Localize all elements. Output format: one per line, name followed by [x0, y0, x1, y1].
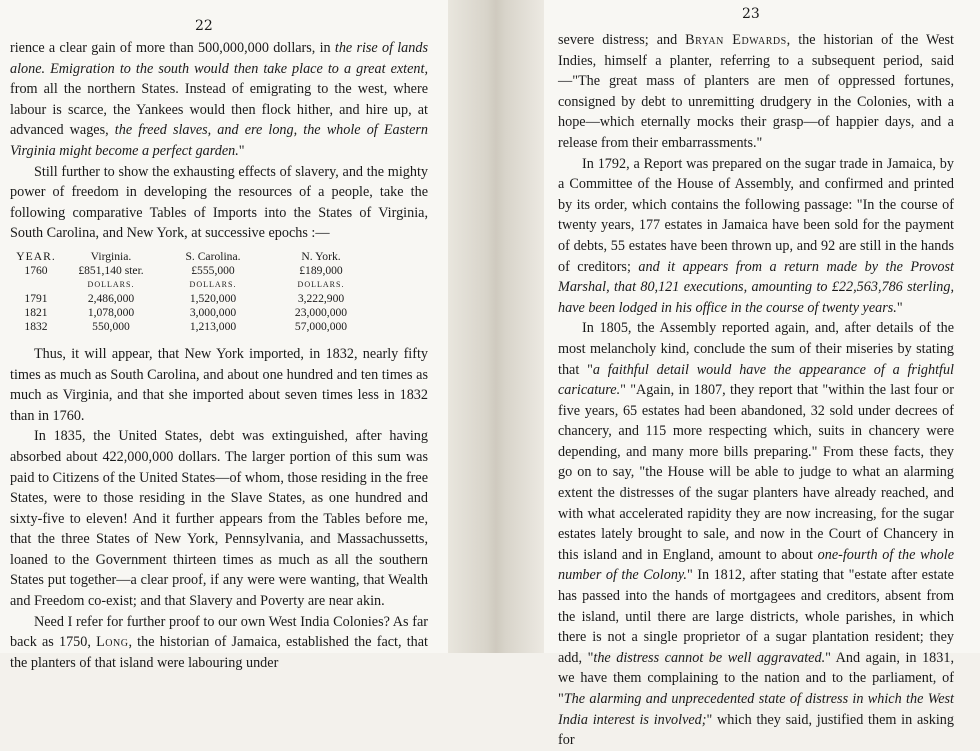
book-gutter [448, 0, 544, 653]
italic-run: the distress cannot be well aggravated. [593, 649, 826, 666]
table-row [10, 292, 428, 306]
text-run: " And again, in 1831, we have them complaining to the nation and to the parliament, of " [558, 649, 955, 707]
unit-label: DOLLARS. [87, 279, 135, 289]
italic-run: one-fourth of the whole number of the Colony. [558, 546, 954, 584]
paragraph: Still further to show the exhausting effects of slavery, and the mighty power of freedom in developing the resources of a people, take the following comparative Tables of Imports into the States of Virginia, South Carolina, and New York, at successive epochs :— [10, 163, 428, 242]
italic-run: the freed slaves, and ere long, the whole of Eastern Virginia might become a perfect garden. [10, 122, 428, 159]
text-run: " [896, 299, 903, 316]
text-run: , the historian of the West Indies, himself a planter, referring to a subsequent period, said—"The great mass of planters are men of oppressed fortunes, consigned by debt to unremitting drudgery in the Colonies, with a hope—which eternally mocks their grasp—of happier days, and a release from their embarrassments." [558, 32, 954, 151]
column-header: N. York. [301, 249, 341, 263]
left-page [0, 0, 448, 671]
paragraph [10, 612, 428, 674]
text-run: rience a clear gain of more than 500,000,000 dollars, in [10, 40, 335, 56]
value-cell: 550,000 [92, 319, 130, 333]
text-run: " In 1812, after stating that "estate after estate has passed into the hands of mortgagees and creditors, absent from the island, until there are large districts, whole parishes, in which there is not a single proprietor of a sugar plantation resident; they add, " [558, 567, 954, 666]
unit-label: DOLLARS. [189, 279, 237, 289]
value-cell: 57,000,000 [294, 319, 348, 333]
year-header: YEAR. [16, 249, 56, 263]
page-body [558, 30, 954, 751]
table-header-row [10, 250, 428, 264]
column-header: S. Carolina. [185, 249, 241, 263]
text-run: " which they said, justified them in asking for [558, 711, 954, 749]
paragraph [558, 318, 954, 750]
value-cell: 1,213,000 [189, 319, 237, 333]
table-row [10, 306, 428, 320]
value-cell: £555,000 [191, 263, 235, 277]
italic-run: The alarming and unprecedented state of distress in which the West India interest is involved; [558, 691, 954, 728]
year-cell: 1821 [24, 305, 48, 319]
italic-run: the rise of lands alone. Emigration to the south would then take place to a great extent, [10, 40, 428, 77]
italic-run: and it appears from a return made by the Provost Marshal, that 80,121 executions, amounting to £22,563,786 sterling, have been lodged in his office in the course of twenty years. [558, 258, 954, 316]
text-run: , the historian of Jamaica, established the fact, that the planters of that island were labouring under [10, 634, 428, 671]
paragraph [558, 30, 954, 154]
page-number: 22 [195, 18, 213, 34]
text-run: from all the northern States. Instead of emigrating to the west, where labour is scarce, the Yankees would then flock hither, and hire up, at advanced wages, [10, 81, 428, 139]
column-header: Virginia. [90, 249, 132, 263]
value-cell: 3,000,000 [189, 305, 237, 319]
text-run: " [238, 142, 245, 159]
year-cell: 1791 [24, 291, 48, 305]
year-cell: 1760 [24, 263, 48, 277]
right-page [544, 0, 980, 749]
value-cell: 23,000,000 [294, 305, 348, 319]
paragraph [558, 154, 954, 319]
small-caps-run: Long [96, 634, 129, 651]
page-number: 23 [742, 6, 760, 22]
paragraph: Thus, it will appear, that New York imported, in 1832, nearly fifty times as much as South Carolina, and about one hundred and ten times as much as Virginia, and that she imported about seven times less in 1832 than in 1760. [10, 345, 428, 424]
value-cell: 2,486,000 [87, 291, 135, 305]
italic-run: a faithful detail would have the appearance of a frightful caricature. [558, 361, 954, 399]
text-run: In 1792, a Report was prepared on the sugar trade in Jamaica, by a Committee of the House of Assembly, and confirmed and printed by its order, which contains the following passage: "In the course of twenty years, 177 estates in Jamaica have been sold for the payment of debts, 55 estates have been thrown up, and 92 are still in the hands of creditors; [558, 155, 954, 275]
year-cell: 1832 [24, 319, 48, 333]
page-body [10, 38, 428, 673]
table-row [10, 264, 428, 278]
imports-table [10, 250, 428, 334]
table-row [10, 320, 428, 334]
paragraph: In 1835, the United States, debt was extinguished, after having absorbed about 422,000,000 dollars. The larger portion of this sum was paid to Citizens of the United States—of whom, those residing in the free States, were to those residing in the Slave States, as one hundred and sixty-five to eleven! And it further appears from the Tables before me, that the three States of New York, Pennsylvania, and Massachussetts, loaned to the Government thirteen times as much as all the southern States put together—a clear proof, if any were were wanting, that Wealth and Freedom co-exist; and that Slavery and Poverty are near akin. [10, 428, 428, 610]
value-cell: £189,000 [299, 263, 343, 277]
paragraph [10, 38, 428, 162]
value-cell: 1,078,000 [87, 305, 135, 319]
text-run: In 1805, the Assembly reported again, and, after details of the most melancholy kind, conclude the sum of their miseries by stating that " [558, 320, 954, 378]
small-caps-run: Bryan Edwards [685, 32, 787, 48]
value-cell: 3,222,900 [297, 291, 345, 305]
unit-row [10, 278, 428, 292]
text-run: " "Again, in 1807, they report that "within the last four or five years, 65 estates had been abandoned, 32 sold under decrees of chancery, and 115 more respecting which, suits in chancery were depending, and many more bills preparing." From these facts, they go on to say, "the House will be able to judge to what an alarming extent the distresses of the sugar planters have already reached, and with what accelerated rapidity they are now increasing, for the sugar estates lately brought to sale, and now in the Court of Chancery in this island and in England, amount to about [558, 382, 954, 563]
unit-label: DOLLARS. [297, 279, 345, 289]
value-cell: 1,520,000 [189, 291, 237, 305]
value-cell: £851,140 ster. [78, 263, 144, 277]
text-run: Need I refer for further proof to our own West India Colonies? As far back as 1750, [10, 613, 428, 651]
text-run: severe distress; and [558, 32, 686, 48]
